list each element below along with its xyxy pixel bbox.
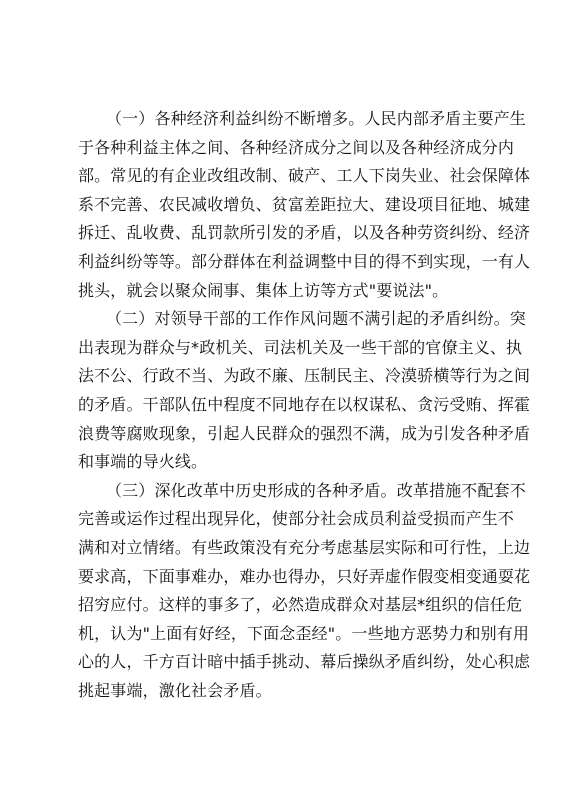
paragraph-line: 部。常见的有企业改组改制、破产、工人下岗失业、社会保障体 xyxy=(78,166,531,186)
paragraph-line: 法不公、行政不当、为政不廉、压制民主、冷漠骄横等行为之间 xyxy=(78,366,531,386)
paragraph-line: 利益纠纷等等。部分群体在利益调整中目的得不到实现，一有人 xyxy=(78,251,531,271)
paragraph-line: 机，认为"上面有好经，下面念歪经"。一些地方恶势力和别有用 xyxy=(78,623,530,643)
paragraph-line: 出表现为群众与*政机关、司法机关及一些干部的官僚主义、执 xyxy=(78,337,523,357)
paragraph-line: （二）对领导干部的工作作风问题不满引起的矛盾纠纷。突 xyxy=(106,309,526,329)
paragraph-line: 和事端的导火线。 xyxy=(78,452,208,472)
paragraph-line: 挑起事端，激化社会矛盾。 xyxy=(78,680,272,700)
document-body xyxy=(78,105,531,705)
paragraph-line: 心的人，千方百计暗中插手挑动、幕后操纵矛盾纠纷，处心积虑 xyxy=(78,652,531,672)
paragraph-line: 系不完善、农民减收增负、贫富差距拉大、建设项目征地、城建 xyxy=(78,194,531,214)
paragraph-line: 完善或运作过程出现异化，使部分社会成员利益受损而产生不 xyxy=(78,509,515,529)
paragraph-economic-disputes xyxy=(78,105,531,305)
paragraph-line: 招穷应付。这样的事多了，必然造成群众对基层*组织的信任危 xyxy=(78,595,523,615)
paragraph-line: （一）各种经济利益纠纷不断增多。人民内部矛盾主要产生 xyxy=(106,109,526,128)
paragraph-line: 于各种利益主体之间、各种经济成分之间以及各种经济成分内 xyxy=(78,137,515,157)
paragraph-line: 浪费等腐败现象，引起人民群众的强烈不满，成为引发各种矛盾 xyxy=(78,423,531,443)
paragraph-work-style-disputes xyxy=(78,305,531,477)
paragraph-line: 的矛盾。干部队伍中程度不同地存在以权谋私、贪污受贿、挥霍 xyxy=(78,394,531,414)
paragraph-line: 挑头，就会以聚众闹事、集体上访等方式"要说法"。 xyxy=(78,280,449,300)
paragraph-line: 拆迁、乱收费、乱罚款所引发的矛盾，以及各种劳资纠纷、经济 xyxy=(78,223,531,243)
paragraph-line: 满和对立情绪。有些政策没有充分考虑基层实际和可行性，上边 xyxy=(78,537,531,557)
paragraph-line: 要求高，下面事难办，难办也得办，只好弄虚作假变相变通耍花 xyxy=(78,566,531,586)
paragraph-reform-contradictions xyxy=(78,477,531,706)
paragraph-line: （三）深化改革中历史形成的各种矛盾。改革措施不配套不 xyxy=(106,480,526,500)
